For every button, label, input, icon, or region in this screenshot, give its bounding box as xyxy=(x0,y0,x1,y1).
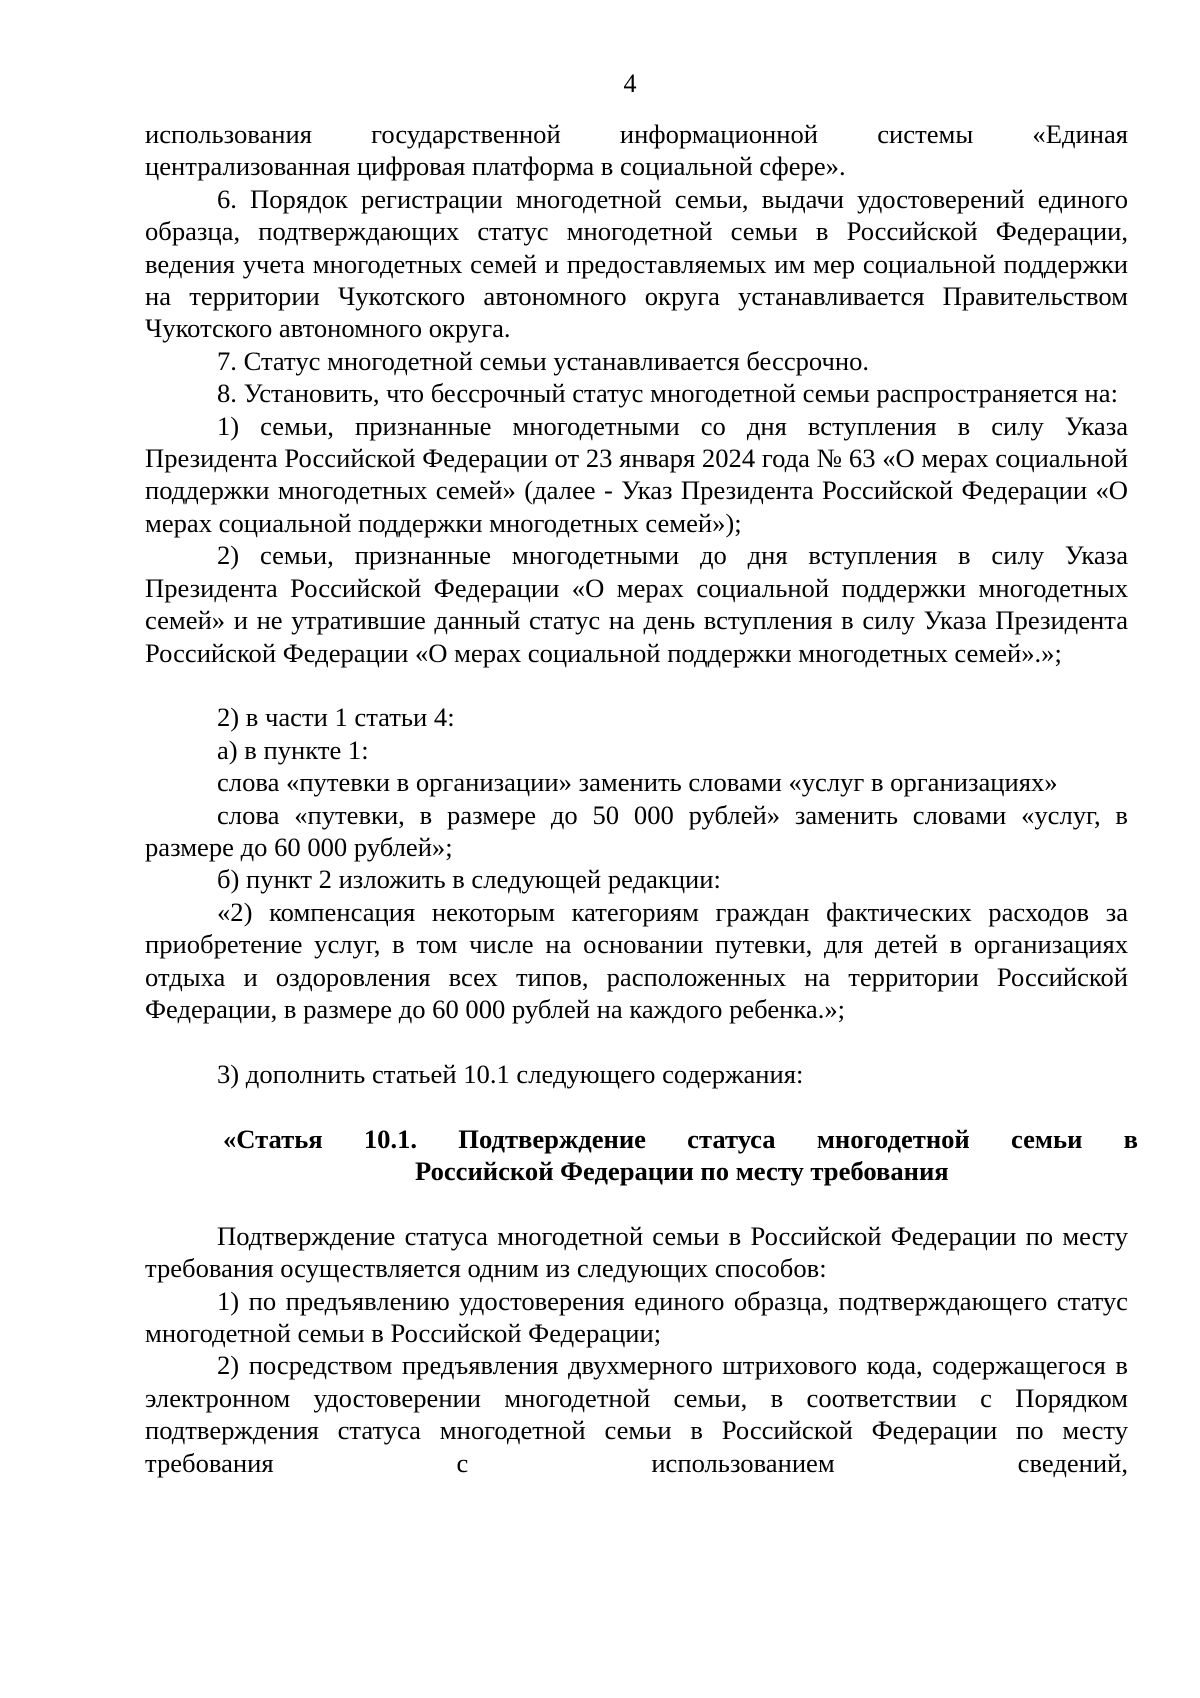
amendment-3: 3) дополнить статьей 10.1 следующего содержания: xyxy=(217,1058,804,1089)
amendment-2-a-words-2: слова «путевки, в размере до 50 000 рублей» заменить словами «услуг, в размере до 60 000 рублей»; xyxy=(145,799,1128,862)
blank-line xyxy=(145,669,1128,701)
article-heading xyxy=(145,1123,1138,1188)
paragraph-7: 7. Статус многодетной семьи устанавливается бессрочно. xyxy=(217,345,870,376)
amendment-2: 2) в части 1 статьи 4: xyxy=(217,702,455,733)
amendment-2-b-text: «2) компенсация некоторым категориям граждан фактических расходов за приобретение услуг, в том числе на основании путевки, для детей в организациях отдыха и оздоровления всех типов, расположенных на территории Российской Федерации, в размере до 60 000 рублей на каждого ребенка.»; xyxy=(145,896,1128,1024)
document-body xyxy=(145,118,1138,1479)
article-item-2: 2) посредством предъявления двухмерного штрихового кода, содержащегося в электронном удостоверении многодетной семьи, в соответствии с Порядком подтверждения статуса многодетной семьи в Российской Федерации по месту требования с использованием сведений, xyxy=(145,1350,1128,1478)
blank-line xyxy=(145,1090,1128,1122)
blank-line xyxy=(145,1187,1128,1219)
paragraph-6: 6. Порядок регистрации многодетной семьи, выдачи удостоверений единого образца, подтверждающих статус многодетной семьи в Российской Федерации, ведения учета многодетных семей и предоставляемых им мер социальной поддержки на территории Чукотского автономного округа устанавливается Правительством Чукотского автономного округа. xyxy=(145,183,1128,344)
page-number: 4 xyxy=(623,69,637,98)
amendment-2-a: а) в пункте 1: xyxy=(217,734,369,765)
paragraph-8-item-2: 2) семьи, признанные многодетными до дня вступления в силу Указа Президента Российской Федерации «О мерах социальной поддержки многодетных семей» и не утратившие данный статус на день вступления в силу Указа Президента Российской Федерации «О мерах социальной поддержки многодетных семей».»; xyxy=(145,540,1128,668)
article-text: Подтверждение статуса многодетной семьи в Российской Федерации по месту требования осуществляется одним из следующих способов: xyxy=(145,1220,1128,1284)
paragraph-8-item-1: 1) семьи, признанные многодетными со дня вступления в силу Указа Президента Российской Федерации от 23 января 2024 года № 63 «О мерах социальной поддержки многодетных семей» (далее - Указ Президента Российской Федерации «О мерах социальной поддержки многодетных семей»); xyxy=(145,410,1128,538)
paragraph-continuation-line: использования государственной информационной системы «Единая xyxy=(145,119,1128,149)
amendment-2-a-words-1: слова «путевки в организации» заменить словами «услуг в организациях» xyxy=(217,767,1058,798)
article-heading-line-2: Российской Федерации по месту требования xyxy=(415,1155,949,1186)
article-heading-line-1: «Статья 10.1. Подтверждение статуса многодетной семьи в xyxy=(223,1123,1138,1154)
article-item-1: 1) по предъявлению удостоверения единого образца, подтверждающего статус многодетной семьи в Российской Федерации; xyxy=(145,1285,1128,1348)
paragraph-8: 8. Установить, что бессрочный статус многодетной семьи распространяется на: xyxy=(217,378,1118,409)
paragraph-continuation-end: централизованная цифровая платформа в социальной сфере». xyxy=(145,151,846,182)
amendment-2-b: б) пункт 2 изложить в следующей редакции: xyxy=(217,864,721,895)
blank-line xyxy=(145,1025,1128,1057)
